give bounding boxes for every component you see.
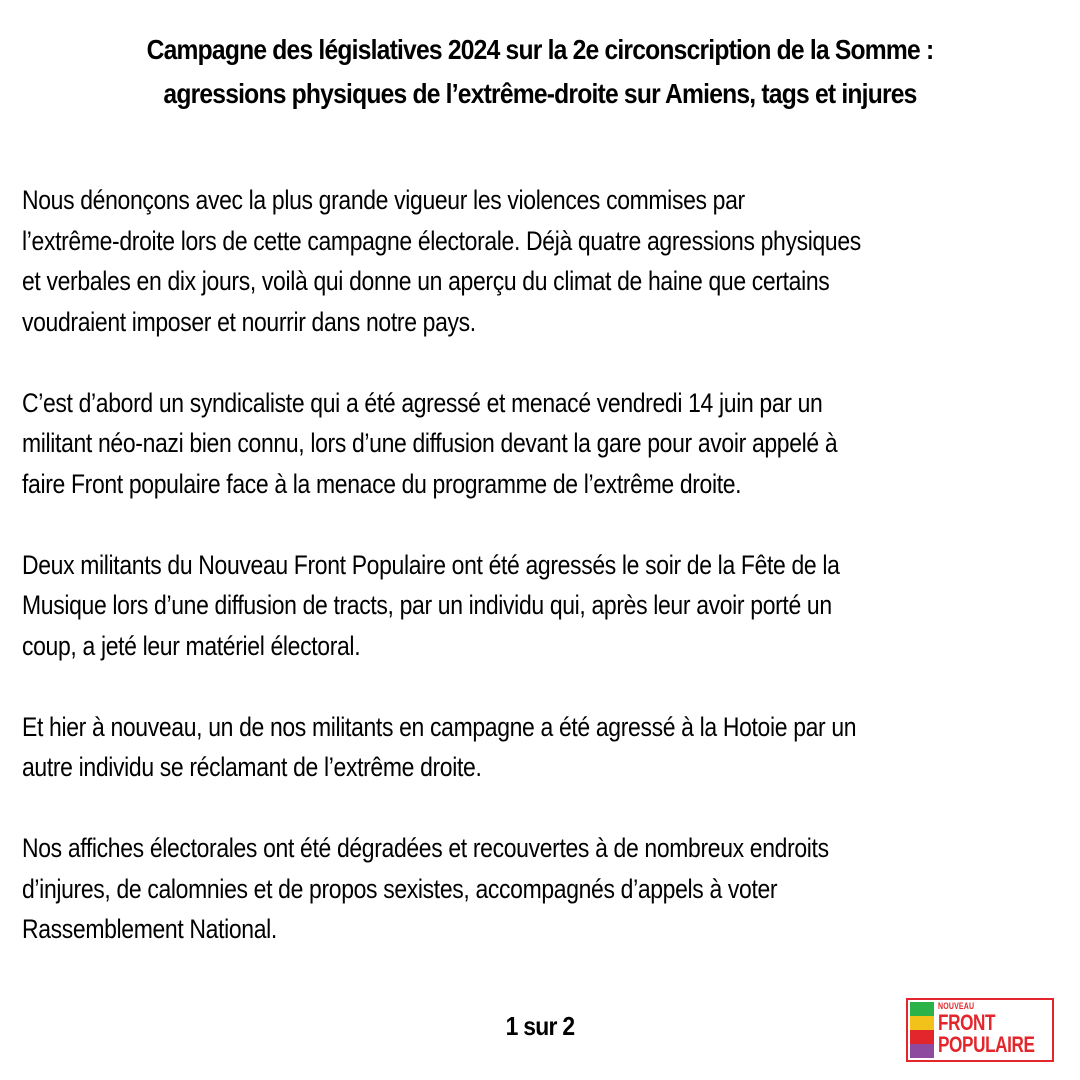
paragraph-line: d’injures, de calomnies et de propos sexistes, accompagnés d’appels à voter bbox=[22, 873, 778, 904]
page-indicator: 1 sur 2 bbox=[505, 1011, 575, 1041]
paragraph-line: Et hier à nouveau, un de nos militants en campagne a été agressé à la Hotoie par un bbox=[22, 711, 857, 742]
paragraph-5 bbox=[22, 828, 1042, 950]
title-line-1: Campagne des législatives 2024 sur la 2e circonscription de la Somme : bbox=[146, 34, 934, 65]
paragraph-4 bbox=[22, 707, 1042, 788]
paragraph-line: autre individu se réclamant de l’extrême droite. bbox=[22, 752, 482, 782]
logo-stripe-yellow bbox=[910, 1016, 934, 1030]
logo-small-text: NOUVEAU bbox=[938, 1001, 975, 1011]
paragraph-line: coup, a jeté leur matériel électoral. bbox=[22, 630, 361, 661]
paragraph-line: Nous dénonçons avec la plus grande vigueur les violences commises par bbox=[22, 185, 745, 215]
body-text bbox=[22, 180, 1042, 990]
paragraph-line: faire Front populaire face à la menace du programme de l’extrême droite. bbox=[22, 468, 742, 499]
title-line-2: agressions physiques de l’extrême-droite sur Amiens, tags et injures bbox=[163, 78, 917, 109]
nouveau-front-populaire-logo bbox=[906, 998, 1054, 1062]
logo-stripes bbox=[910, 1002, 934, 1058]
paragraph-line: l’extrême-droite lors de cette campagne électorale. Déjà quatre agressions physiques bbox=[22, 225, 861, 256]
logo-line-front: FRONT bbox=[938, 1010, 996, 1035]
paragraph-1 bbox=[22, 180, 1042, 342]
logo-stripe-green bbox=[910, 1002, 934, 1016]
paragraph-line: Deux militants du Nouveau Front Populaire ont été agressés le soir de la Fête de la bbox=[22, 549, 840, 580]
paragraph-line: voudraient imposer et nourrir dans notre pays. bbox=[22, 306, 476, 337]
paragraph-line: et verbales en dix jours, voilà qui donne un aperçu du climat de haine que certains bbox=[22, 266, 830, 296]
paragraph-line: militant néo-nazi bien connu, lors d’une diffusion devant la gare pour avoir appelé à bbox=[22, 428, 838, 458]
logo-stripe-red bbox=[910, 1030, 934, 1044]
logo-line-populaire: POPULAIRE bbox=[938, 1032, 1035, 1057]
paragraph-2 bbox=[22, 383, 1042, 505]
paragraph-line: Nos affiches électorales ont été dégradées et recouvertes à de nombreux endroits bbox=[22, 833, 829, 863]
paragraph-line: Rassemblement National. bbox=[22, 914, 277, 944]
paragraph-line: C’est d’abord un syndicaliste qui a été agressé et menacé vendredi 14 juin par un bbox=[22, 387, 823, 418]
logo-text bbox=[938, 1002, 1047, 1056]
document-title bbox=[82, 28, 997, 116]
paragraph-line: Musique lors d’une diffusion de tracts, par un individu qui, après leur avoir porté un bbox=[22, 590, 832, 620]
paragraph-3 bbox=[22, 545, 1042, 667]
logo-stripe-purple bbox=[910, 1044, 934, 1058]
